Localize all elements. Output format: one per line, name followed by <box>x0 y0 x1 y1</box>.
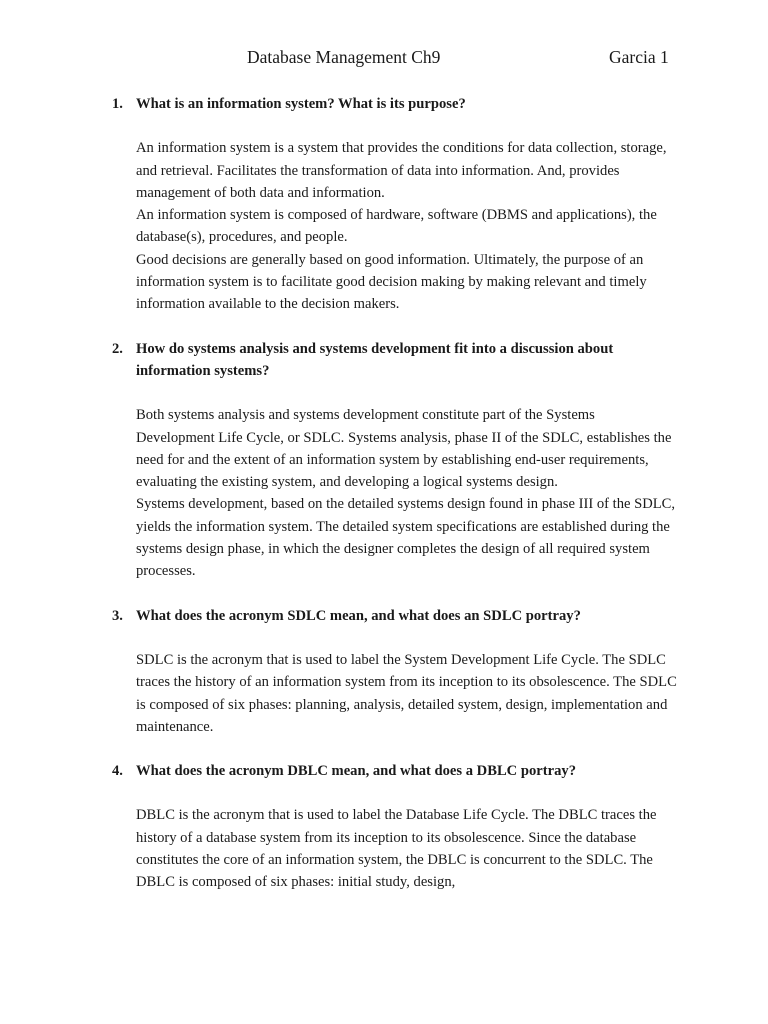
qa-item-4 <box>0 760 768 893</box>
qa-item-2 <box>0 338 768 583</box>
qa-item-1 <box>0 93 768 316</box>
header-title: Database Management Ch9 <box>247 47 441 67</box>
qa-item-3 <box>0 605 768 738</box>
answer-2 <box>136 404 677 582</box>
answer-paragraph: An information system is composed of hardware, software (DBMS and applications), the database(s), procedures, and people. <box>136 207 657 246</box>
question-text: What is an information system? What is its purpose? <box>136 96 466 112</box>
answer-4 <box>136 804 677 893</box>
question-2 <box>0 338 678 383</box>
question-4 <box>0 760 678 782</box>
question-text: What does the acronym SDLC mean, and what does an SDLC portray? <box>136 607 581 624</box>
page-header <box>0 47 768 71</box>
question-number: 3. <box>112 607 123 624</box>
answer-paragraph: DBLC is the acronym that is used to label the Database Life Cycle. The DBLC traces the history of a database system from its inception to its obsolescence. Since the database constitutes the core of an information system, the DBLC is concurrent to the SDLC. The DBLC is composed of six phases: initial study, design, <box>136 807 657 891</box>
document-body <box>0 93 768 894</box>
answer-1 <box>136 137 677 315</box>
question-text: How do systems analysis and systems development fit into a discussion about information systems? <box>136 340 614 379</box>
answer-paragraph: Systems development, based on the detailed systems design found in phase III of the SDLC, yields the information system. The detailed system specifications are established during the systems design phase, in which the designer completes the design of all required system processes. <box>136 496 676 580</box>
answer-paragraph: An information system is a system that provides the conditions for data collection, storage, and retrieval. Facilitates the transformation of data into information. And, provides management of both data and information. <box>136 140 667 201</box>
question-text: What does the acronym DBLC mean, and what does a DBLC portray? <box>136 763 576 780</box>
question-number: 4. <box>112 763 123 780</box>
answer-paragraph: Good decisions are generally based on good information. Ultimately, the purpose of an information system is to facilitate good decision making by making relevant and timely information available to the decision makers. <box>136 251 647 313</box>
answer-paragraph: SDLC is the acronym that is used to label the System Development Life Cycle. The SDLC traces the history of an information system from its inception to its obsolescence. The SDLC is composed of six phases: planning, analysis, detailed system, design, implementation and maintenance. <box>136 651 677 735</box>
header-page-label: Garcia 1 <box>609 47 669 67</box>
question-1 <box>0 93 678 115</box>
question-number: 2. <box>112 340 123 357</box>
question-number: 1. <box>112 96 123 112</box>
answer-3 <box>136 649 677 738</box>
answer-paragraph: Both systems analysis and systems development constitute part of the Systems Development Life Cycle, or SDLC. Systems analysis, phase II of the SDLC, establishes the need for and the extent of an information system by establishing end-user requirements, evaluating the existing system, and developing a logical systems design. <box>136 407 672 491</box>
question-3 <box>0 605 678 627</box>
